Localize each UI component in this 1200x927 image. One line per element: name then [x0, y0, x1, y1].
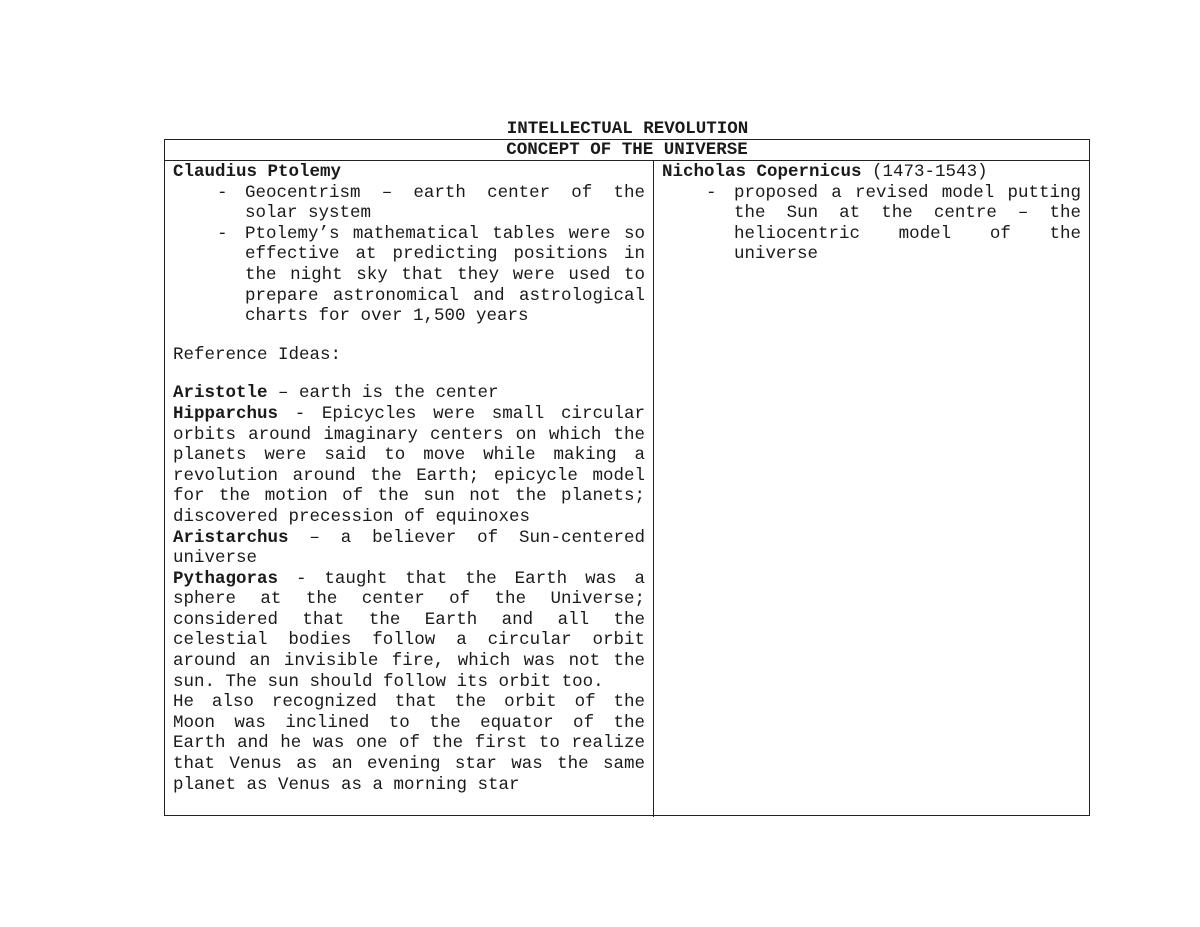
copernicus-dates: (1473-1543) [861, 162, 988, 182]
bullet-text: Geocentrism – earth center of the solar system [245, 182, 645, 224]
copernicus-heading [662, 162, 1081, 183]
idea-text: – earth is the center [267, 383, 499, 404]
idea-name: Hipparchus [173, 403, 279, 424]
idea-text: – a believer of Sun-centered universe [173, 527, 656, 569]
idea-pythagoras [173, 568, 656, 693]
ptolemy-bullet [173, 183, 645, 224]
idea-name: Pythagoras [173, 568, 279, 589]
document-title: INTELLECTUAL REVOLUTION [506, 119, 749, 139]
idea-text: - taught that the Earth was a sphere at the center of the Universe; considered that the Earth and all the celestial bodies follow a circular orbit around an invisible fire, which was not the sun. The sun should follow its orbit too. [173, 568, 656, 692]
universe-table [164, 139, 1090, 816]
copernicus-column [654, 161, 1089, 817]
copernicus-bullet [662, 183, 1081, 265]
idea-text: - Epicycles were small circular orbits around imaginary centers on which the planets were said to move while making a revolution around the Earth; epicycle model for the motion of the sun not the planets; discovered precession of equinoxes [173, 403, 656, 527]
concept-header: CONCEPT OF THE UNIVERSE [165, 140, 1089, 161]
dash-marker: - [217, 182, 228, 203]
reference-ideas-label: Reference Ideas: [173, 344, 342, 365]
pythagoras-continuation: He also recognized that the orbit of the Moon was inclined to the equator of the Earth and he was one of the first to realize that Venus as an evening star was the same planet as Venus as a morning star [173, 692, 656, 795]
ptolemy-heading: Claudius Ptolemy [173, 162, 342, 182]
copernicus-name: Nicholas Copernicus [662, 162, 862, 182]
idea-hipparchus [173, 403, 656, 528]
idea-name: Aristarchus [173, 527, 289, 548]
ptolemy-bullet [173, 224, 645, 327]
ptolemy-column [165, 161, 654, 817]
idea-name: Aristotle [173, 383, 268, 404]
dash-marker: - [706, 182, 717, 203]
idea-aristotle [173, 383, 645, 404]
bullet-text: proposed a revised model putting the Sun at the centre – the heliocentric model of the universe [734, 182, 1081, 265]
bullet-text: Ptolemy’s mathematical tables were so effective at predicting positions in the night sky that they were used to prepare astronomical and astrological charts for over 1,500 years [245, 223, 645, 327]
idea-aristarchus [173, 527, 656, 569]
dash-marker: - [217, 223, 228, 244]
